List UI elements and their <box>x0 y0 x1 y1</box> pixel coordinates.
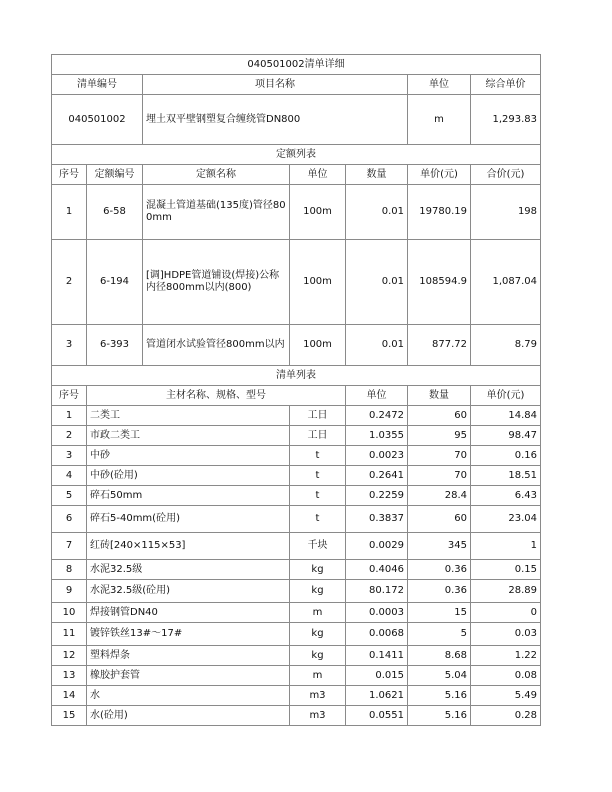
quota-qty: 0.01 <box>346 325 408 366</box>
material-no: 12 <box>52 646 87 666</box>
material-no: 13 <box>52 666 87 686</box>
quota-row <box>52 185 541 240</box>
material-unit: m3 <box>290 686 346 706</box>
material-unit: 工日 <box>290 426 346 446</box>
list-item-code: 040501002 <box>52 95 143 145</box>
list-item-unit: m <box>408 95 471 145</box>
quota-header-qty: 数量 <box>346 165 408 185</box>
material-header-name: 主材名称、规格、型号 <box>87 386 346 406</box>
material-total: 23.04 <box>471 506 541 533</box>
list-header-row <box>52 75 541 95</box>
material-no: 5 <box>52 486 87 506</box>
list-item-price: 1,293.83 <box>471 95 541 145</box>
quota-no: 1 <box>52 185 87 240</box>
quota-section-row <box>52 145 541 165</box>
material-price: 0.36 <box>408 560 471 580</box>
material-price: 345 <box>408 533 471 560</box>
material-name: 红砖[240×115×53] <box>87 533 290 560</box>
material-row <box>52 486 541 506</box>
material-price: 15 <box>408 603 471 623</box>
material-qty: 1.0355 <box>346 426 408 446</box>
material-row <box>52 466 541 486</box>
material-total: 0.28 <box>471 706 541 726</box>
material-row <box>52 446 541 466</box>
quota-name: 混凝土管道基础(135度)管径800mm <box>143 185 290 240</box>
quota-price: 19780.19 <box>408 185 471 240</box>
quota-price: 108594.9 <box>408 240 471 325</box>
material-section-title: 清单列表 <box>52 366 541 386</box>
material-price: 5.16 <box>408 686 471 706</box>
list-item-name: 埋土双平壁钢塑复合缠绕管DN800 <box>143 95 408 145</box>
material-no: 3 <box>52 446 87 466</box>
material-name: 碎石50mm <box>87 486 290 506</box>
material-unit: m <box>290 603 346 623</box>
material-unit: 工日 <box>290 406 346 426</box>
material-unit: 千块 <box>290 533 346 560</box>
material-no: 8 <box>52 560 87 580</box>
material-total: 0.15 <box>471 560 541 580</box>
bill-detail-table <box>51 54 541 726</box>
material-price: 70 <box>408 446 471 466</box>
quota-unit: 100m <box>290 325 346 366</box>
header-list-code: 清单编号 <box>52 75 143 95</box>
quota-total: 198 <box>471 185 541 240</box>
quota-code: 6-393 <box>87 325 143 366</box>
material-header-price: 单价(元) <box>471 386 541 406</box>
material-total: 5.49 <box>471 686 541 706</box>
material-no: 4 <box>52 466 87 486</box>
material-total: 28.89 <box>471 580 541 603</box>
material-total: 1.22 <box>471 646 541 666</box>
material-row <box>52 706 541 726</box>
quota-name: 管道闭水试验管径800mm以内 <box>143 325 290 366</box>
quota-row <box>52 240 541 325</box>
quota-header-unit: 单位 <box>290 165 346 185</box>
quota-no: 3 <box>52 325 87 366</box>
material-price: 70 <box>408 466 471 486</box>
quota-row <box>52 325 541 366</box>
material-qty: 0.015 <box>346 666 408 686</box>
material-name: 碎石5-40mm(砼用) <box>87 506 290 533</box>
quota-no: 2 <box>52 240 87 325</box>
material-qty: 0.0023 <box>346 446 408 466</box>
material-total: 0 <box>471 603 541 623</box>
quota-total: 8.79 <box>471 325 541 366</box>
material-qty: 0.2472 <box>346 406 408 426</box>
material-section-row <box>52 366 541 386</box>
header-unit-price: 综合单价 <box>471 75 541 95</box>
quota-unit: 100m <box>290 240 346 325</box>
quota-code: 6-194 <box>87 240 143 325</box>
material-header-no: 序号 <box>52 386 87 406</box>
material-price: 95 <box>408 426 471 446</box>
material-header-unit: 单位 <box>346 386 408 406</box>
material-qty: 1.0621 <box>346 686 408 706</box>
quota-header-row <box>52 165 541 185</box>
material-row <box>52 426 541 446</box>
material-no: 6 <box>52 506 87 533</box>
material-row <box>52 533 541 560</box>
material-name: 二类工 <box>87 406 290 426</box>
quota-header-no: 序号 <box>52 165 87 185</box>
material-name: 焊接钢管DN40 <box>87 603 290 623</box>
material-price: 60 <box>408 406 471 426</box>
quota-header-price: 单价(元) <box>408 165 471 185</box>
material-no: 15 <box>52 706 87 726</box>
quota-code: 6-58 <box>87 185 143 240</box>
material-price: 5.04 <box>408 666 471 686</box>
quota-header-total: 合价(元) <box>471 165 541 185</box>
material-price: 5.16 <box>408 706 471 726</box>
material-qty: 0.0551 <box>346 706 408 726</box>
material-no: 7 <box>52 533 87 560</box>
material-row <box>52 506 541 533</box>
material-price: 60 <box>408 506 471 533</box>
material-name: 市政二类工 <box>87 426 290 446</box>
material-total: 14.84 <box>471 406 541 426</box>
material-row <box>52 646 541 666</box>
material-header-qty: 数量 <box>408 386 471 406</box>
title-row <box>52 55 541 75</box>
material-name: 塑料焊条 <box>87 646 290 666</box>
material-no: 14 <box>52 686 87 706</box>
material-row <box>52 560 541 580</box>
material-qty: 0.3837 <box>346 506 408 533</box>
material-unit: kg <box>290 560 346 580</box>
quota-price: 877.72 <box>408 325 471 366</box>
material-qty: 0.4046 <box>346 560 408 580</box>
material-unit: kg <box>290 623 346 646</box>
material-total: 1 <box>471 533 541 560</box>
material-name: 水 <box>87 686 290 706</box>
list-item-row <box>52 95 541 145</box>
material-unit: kg <box>290 646 346 666</box>
material-name: 镀锌铁丝13#～17# <box>87 623 290 646</box>
material-name: 中砂(砼用) <box>87 466 290 486</box>
quota-qty: 0.01 <box>346 185 408 240</box>
material-price: 8.68 <box>408 646 471 666</box>
material-qty: 0.1411 <box>346 646 408 666</box>
material-name: 中砂 <box>87 446 290 466</box>
material-price: 5 <box>408 623 471 646</box>
quota-name: [调]HDPE管道铺设(焊接)公称内径800mm以内(800) <box>143 240 290 325</box>
table-title: 040501002清单详细 <box>52 55 541 75</box>
header-unit: 单位 <box>408 75 471 95</box>
material-qty: 0.0003 <box>346 603 408 623</box>
material-unit: t <box>290 506 346 533</box>
quota-header-code: 定额编号 <box>87 165 143 185</box>
quota-total: 1,087.04 <box>471 240 541 325</box>
quota-qty: 0.01 <box>346 240 408 325</box>
material-price: 0.36 <box>408 580 471 603</box>
material-total: 0.03 <box>471 623 541 646</box>
material-no: 1 <box>52 406 87 426</box>
material-price: 28.4 <box>408 486 471 506</box>
material-no: 9 <box>52 580 87 603</box>
material-name: 水泥32.5级(砼用) <box>87 580 290 603</box>
material-name: 水(砼用) <box>87 706 290 726</box>
material-total: 18.51 <box>471 466 541 486</box>
material-no: 10 <box>52 603 87 623</box>
material-unit: t <box>290 466 346 486</box>
material-no: 2 <box>52 426 87 446</box>
material-total: 0.08 <box>471 666 541 686</box>
material-row <box>52 603 541 623</box>
material-unit: t <box>290 486 346 506</box>
material-qty: 0.2259 <box>346 486 408 506</box>
material-header-row <box>52 386 541 406</box>
material-total: 98.47 <box>471 426 541 446</box>
material-name: 水泥32.5级 <box>87 560 290 580</box>
material-total: 0.16 <box>471 446 541 466</box>
material-qty: 0.2641 <box>346 466 408 486</box>
material-no: 11 <box>52 623 87 646</box>
material-qty: 0.0068 <box>346 623 408 646</box>
material-row <box>52 666 541 686</box>
material-total: 6.43 <box>471 486 541 506</box>
material-name: 橡胶护套管 <box>87 666 290 686</box>
header-item-name: 项目名称 <box>143 75 408 95</box>
quota-header-name: 定额名称 <box>143 165 290 185</box>
material-row <box>52 406 541 426</box>
material-qty: 0.0029 <box>346 533 408 560</box>
quota-section-title: 定额列表 <box>52 145 541 165</box>
quota-unit: 100m <box>290 185 346 240</box>
material-row <box>52 580 541 603</box>
material-qty: 80.172 <box>346 580 408 603</box>
material-unit: kg <box>290 580 346 603</box>
material-row <box>52 686 541 706</box>
material-unit: m <box>290 666 346 686</box>
material-unit: m3 <box>290 706 346 726</box>
material-row <box>52 623 541 646</box>
material-unit: t <box>290 446 346 466</box>
